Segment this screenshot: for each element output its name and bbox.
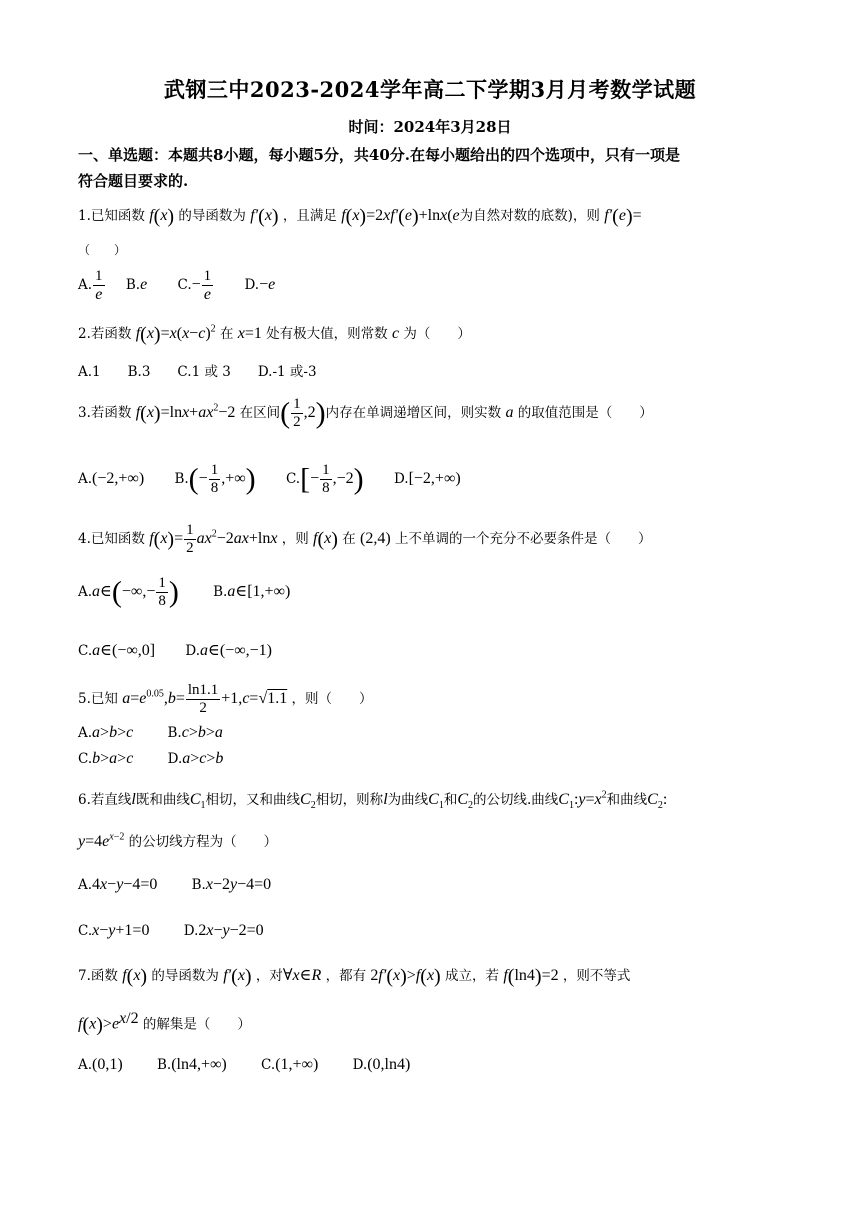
question-4-options-row2: C.a∈(−∞,0] D.a∈(−∞,−1)	[78, 642, 272, 659]
question-1-paren: （ ）	[78, 243, 127, 257]
question-5-options-row2: C.b>a>c D.a>c>b	[78, 750, 224, 767]
question-1-options: A. $\frac{1}{e}$ B.e C.− $\frac{1}{e}$ D.−e	[78, 268, 276, 303]
question-6-options-row2: C.x−y+1=0 D.2x−y−2=0	[78, 922, 264, 939]
question-3-options: A.(−2,+∞) B.(− $\frac{1}{8}$ ,+∞) C.[− $\frac{1}{8}$ ,−2) D.[−2,+∞)	[78, 462, 461, 496]
question-7-options: A.(0,1) B.(ln4,+∞) C.(1,+∞) D.(0,ln4)	[78, 1056, 411, 1073]
section-heading-line2: 符合题目要求的.	[78, 172, 189, 190]
question-6-options-row1: A.4x−y−4=0 B.x−2y−4=0	[78, 876, 272, 893]
question-5-stem: 5.已知 $a=e^{0.05},b=$ $\frac{\ln 1.1}{2}$ +1,c=√1.1 ，则（ ）	[78, 682, 373, 716]
question-6-stem-line1: 6.若直线l既和曲线$C_1$相切，又和曲线$C_2$相切，则称l为曲线$C_1$和$C_2$的公切线.曲线$C_1:y=x^2$和曲线$C_2$:	[78, 789, 668, 812]
question-2-stem: 2.若函数 $f(x)=x(x-c)^2$ 在 x=1 处有极大值，则常数 c 为（ ）	[78, 323, 471, 346]
section-heading-line1: 一、单选题：本题共8小题，每小题5分，共40分.在每小题给出的四个选项中，只有一项是	[78, 146, 680, 164]
question-3-stem: 3.若函数 $f(x)=\ln x+ax^2-2$ 在区间( $\frac{1}{2}$ ,2)内存在单调递增区间，则实数 a 的取值范围是（ ）	[78, 396, 653, 430]
question-1-stem: 1.已知函数 f(x) 的导函数为 f′(x) ，且满足 f(x)=2xf′(e)+lnx(e为自然对数的底数)，则 f′(e)=	[78, 205, 642, 228]
section-heading	[78, 142, 788, 194]
exam-date: 时间：2024年3月28日	[348, 118, 512, 136]
question-7-stem-line1: 7.函数 f(x) 的导函数为 f′(x) ，对∀x∈R ，都有 2f′(x)>f(x) 成立，若 f(ln4)=2 ，则不等式	[78, 965, 631, 988]
question-7-stem-line2: $f(x)>e^{x/2}$ 的解集是（ ）	[78, 1010, 251, 1036]
exam-title: 武钢三中2023-2024学年高二下学期3月月考数学试题	[163, 77, 697, 102]
question-4-stem: 4.已知函数 f(x)= $\frac{1}{2}$ $ax^2-2ax+\ln x$ ，则 f(x) 在 (2,4) 上不单调的一个充分不必要条件是（ ）	[78, 522, 652, 556]
question-5-options-row1: A.a>b>c B.c>b>a	[78, 724, 223, 741]
question-2-options: A.1 B.3 C.1 或 3 D.-1 或-3	[78, 364, 317, 380]
question-6-stem-line2: $y=4e^{x-2}$ 的公切线方程为（ ）	[78, 831, 278, 850]
question-4-options-row1: A.a∈(−∞,− $\frac{1}{8}$ ) B.a∈[1,+∞)	[78, 575, 291, 609]
